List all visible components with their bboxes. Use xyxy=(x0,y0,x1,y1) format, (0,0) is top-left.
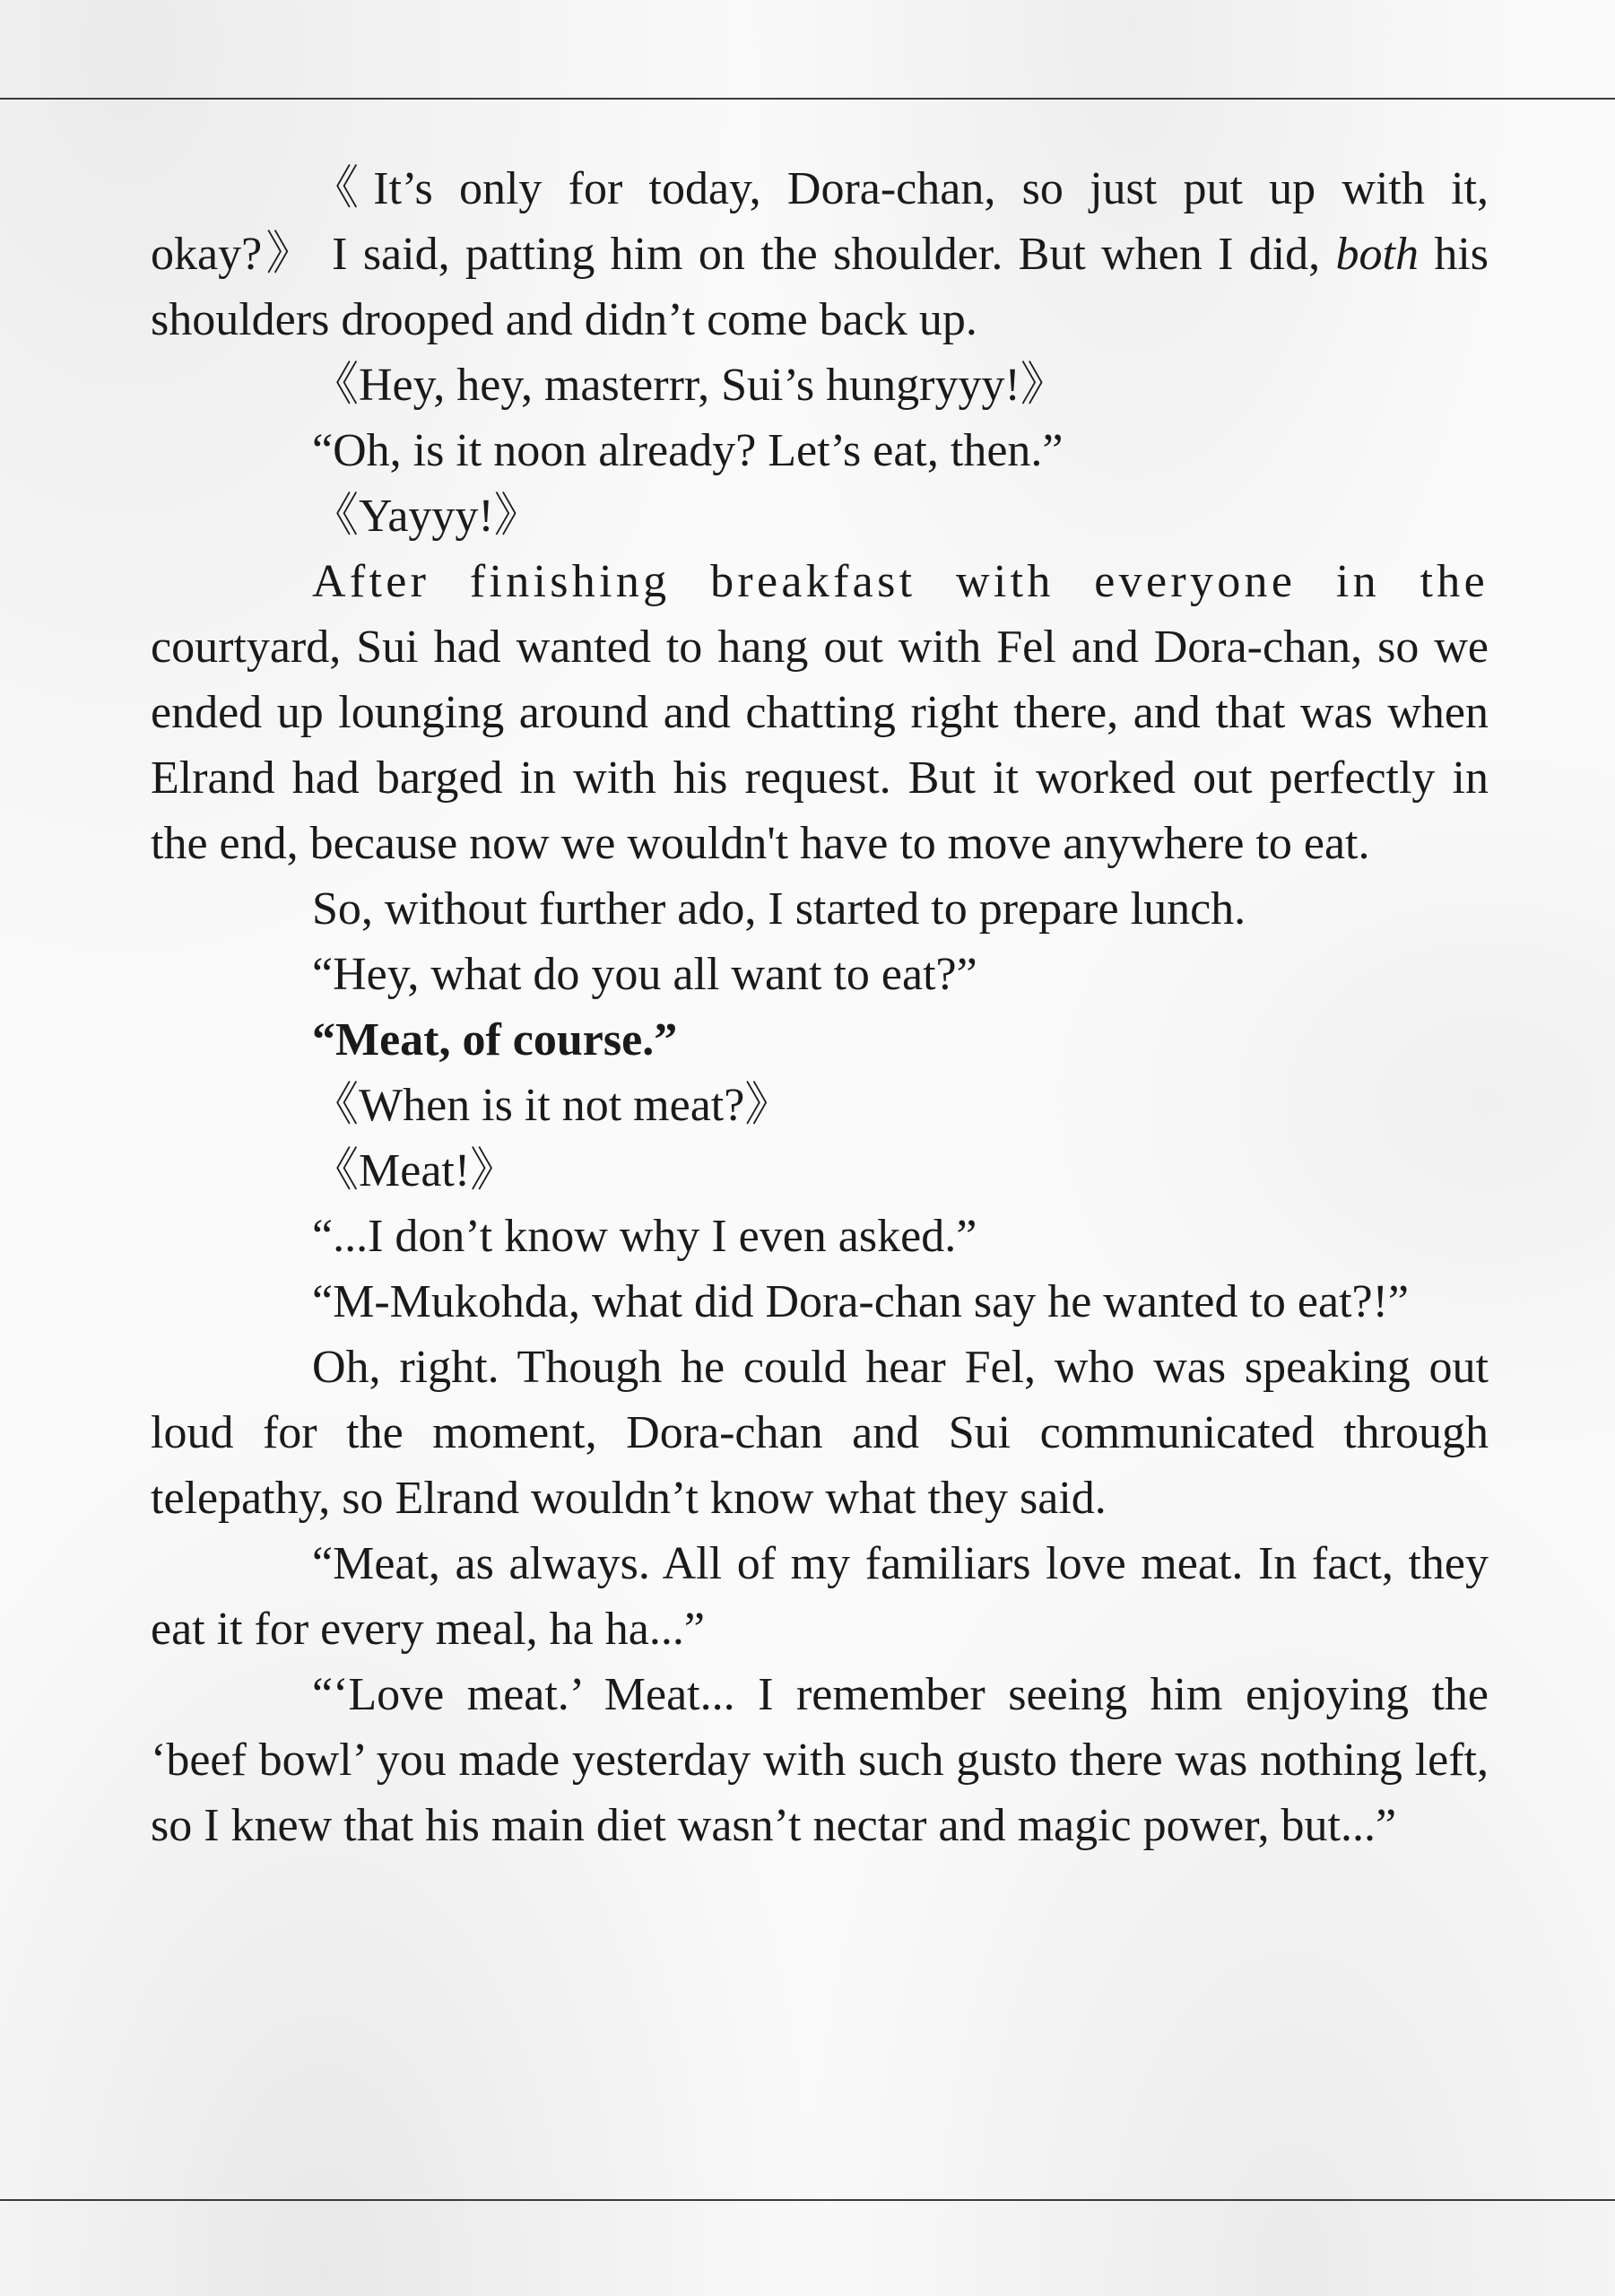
paragraph xyxy=(151,1007,1489,1073)
paragraph: 《Meat!》 xyxy=(312,1145,517,1196)
paragraph: “Oh, is it noon already? Let’s eat, then.” xyxy=(312,425,1064,476)
paragraph: After finishing breakfast with everyone in the courtyard, Sui had wanted to hang out with Fel and Dora-chan, so we ended up lounging around and chatting right there, and that was when Elrand had barged in with his request. But it worked out perfectly in the end, because now we wouldn't have to move anywhere to eat. xyxy=(151,556,1489,869)
paragraph: 《When is it not meat?》 xyxy=(312,1080,792,1131)
paragraph: So, without further ado, I started to prepare lunch. xyxy=(312,883,1246,935)
body-text xyxy=(151,156,1489,1858)
paragraph: 《Hey, hey, masterrr, Sui’s hungryyy!》 xyxy=(312,360,1067,411)
paragraph: “...I don’t know why I even asked.” xyxy=(312,1211,977,1262)
footer-rule xyxy=(0,2199,1615,2201)
paragraph: “Hey, what do you all want to eat?” xyxy=(312,949,977,1000)
header-rule xyxy=(0,98,1615,100)
paragraph: “Meat, as always. All of my familiars love meat. In fact, they eat it for every meal, ha ha...” xyxy=(151,1538,1489,1655)
paragraph: 《It’s only for today, Dora-chan, so just put up with it, okay?》 I said, patting him on the shoulder. But when I did, both his shoulders drooped and didn’t come back up. xyxy=(151,163,1489,345)
paragraph: Oh, right. Though he could hear Fel, who was speaking out loud for the moment, Dora-chan and Sui communicated through telepathy, so Elrand wouldn’t know what they said. xyxy=(151,1342,1489,1524)
bold-dialogue: “Meat, of course.” xyxy=(312,1014,678,1065)
paragraph: “‘Love meat.’ Meat... I remember seeing him enjoying the ‘beef bowl’ you made yesterday with such gusto there was nothing left, so I knew that his main diet wasn’t nectar and magic power, but...” xyxy=(151,1669,1489,1851)
emphasis-text: both xyxy=(1335,229,1419,280)
paragraph: 《Yayyy!》 xyxy=(312,491,541,542)
paragraph: “M-Mukohda, what did Dora-chan say he wanted to eat?!” xyxy=(312,1276,1409,1327)
